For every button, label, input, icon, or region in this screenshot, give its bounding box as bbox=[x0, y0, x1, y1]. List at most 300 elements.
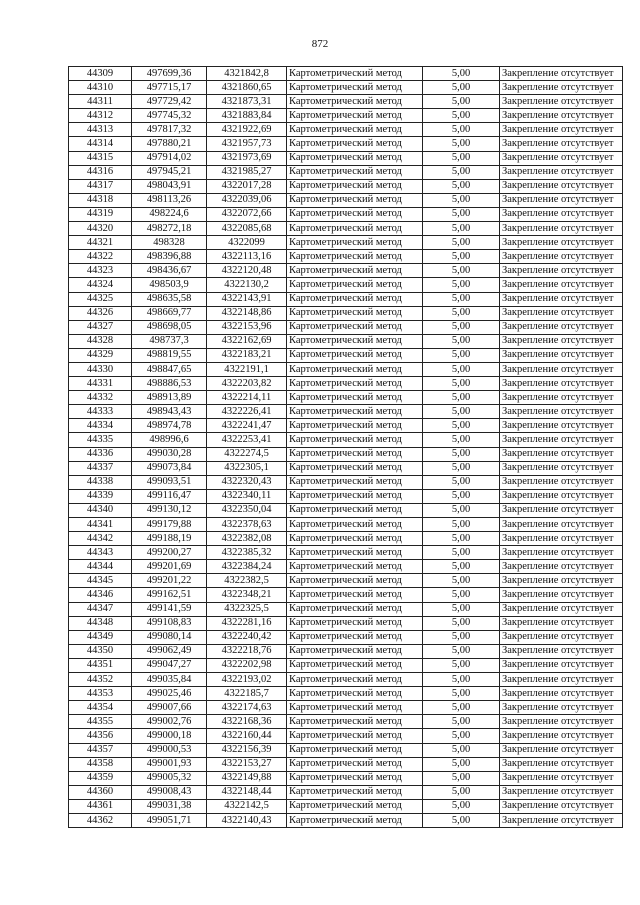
fixation-cell: Закрепление отсутствует bbox=[500, 137, 623, 151]
accuracy-cell: 5,00 bbox=[423, 236, 500, 250]
x-coordinate-cell: 497745,32 bbox=[132, 109, 207, 123]
point-number-cell: 44334 bbox=[69, 419, 132, 433]
y-coordinate-cell: 4321860,65 bbox=[207, 81, 287, 95]
y-coordinate-cell: 4322160,44 bbox=[207, 729, 287, 743]
x-coordinate-cell: 498737,3 bbox=[132, 334, 207, 348]
table-row bbox=[69, 743, 623, 757]
table-row bbox=[69, 532, 623, 546]
table-row bbox=[69, 250, 623, 264]
x-coordinate-cell: 498635,58 bbox=[132, 292, 207, 306]
table-row bbox=[69, 475, 623, 489]
fixation-cell: Закрепление отсутствует bbox=[500, 546, 623, 560]
accuracy-cell: 5,00 bbox=[423, 560, 500, 574]
table-row bbox=[69, 785, 623, 799]
y-coordinate-cell: 4322193,02 bbox=[207, 673, 287, 687]
y-coordinate-cell: 4322143,91 bbox=[207, 292, 287, 306]
method-cell: Картометрический метод bbox=[287, 658, 423, 672]
fixation-cell: Закрепление отсутствует bbox=[500, 503, 623, 517]
x-coordinate-cell: 497817,32 bbox=[132, 123, 207, 137]
fixation-cell: Закрепление отсутствует bbox=[500, 433, 623, 447]
accuracy-cell: 5,00 bbox=[423, 193, 500, 207]
page-number: 872 bbox=[311, 38, 329, 50]
point-number-cell: 44310 bbox=[69, 81, 132, 95]
y-coordinate-cell: 4322340,11 bbox=[207, 489, 287, 503]
fixation-cell: Закрепление отсутствует bbox=[500, 264, 623, 278]
x-coordinate-cell: 498847,65 bbox=[132, 362, 207, 376]
point-number-cell: 44322 bbox=[69, 250, 132, 264]
accuracy-cell: 5,00 bbox=[423, 503, 500, 517]
accuracy-cell: 5,00 bbox=[423, 489, 500, 503]
accuracy-cell: 5,00 bbox=[423, 588, 500, 602]
x-coordinate-cell: 499025,46 bbox=[132, 687, 207, 701]
fixation-cell: Закрепление отсутствует bbox=[500, 574, 623, 588]
fixation-cell: Закрепление отсутствует bbox=[500, 532, 623, 546]
table-row bbox=[69, 518, 623, 532]
accuracy-cell: 5,00 bbox=[423, 278, 500, 292]
method-cell: Картометрический метод bbox=[287, 757, 423, 771]
table-row bbox=[69, 278, 623, 292]
accuracy-cell: 5,00 bbox=[423, 616, 500, 630]
method-cell: Картометрический метод bbox=[287, 518, 423, 532]
x-coordinate-cell: 499001,93 bbox=[132, 757, 207, 771]
method-cell: Картометрический метод bbox=[287, 334, 423, 348]
method-cell: Картометрический метод bbox=[287, 701, 423, 715]
y-coordinate-cell: 4322156,39 bbox=[207, 743, 287, 757]
method-cell: Картометрический метод bbox=[287, 715, 423, 729]
y-coordinate-cell: 4322382,08 bbox=[207, 532, 287, 546]
method-cell: Картометрический метод bbox=[287, 348, 423, 362]
method-cell: Картометрический метод bbox=[287, 630, 423, 644]
method-cell: Картометрический метод bbox=[287, 320, 423, 334]
y-coordinate-cell: 4322214,11 bbox=[207, 391, 287, 405]
method-cell: Картометрический метод bbox=[287, 673, 423, 687]
method-cell: Картометрический метод bbox=[287, 292, 423, 306]
fixation-cell: Закрепление отсутствует bbox=[500, 475, 623, 489]
table-row bbox=[69, 264, 623, 278]
method-cell: Картометрический метод bbox=[287, 574, 423, 588]
point-number-cell: 44316 bbox=[69, 165, 132, 179]
fixation-cell: Закрепление отсутствует bbox=[500, 81, 623, 95]
fixation-cell: Закрепление отсутствует bbox=[500, 419, 623, 433]
y-coordinate-cell: 4322281,16 bbox=[207, 616, 287, 630]
x-coordinate-cell: 498698,05 bbox=[132, 320, 207, 334]
y-coordinate-cell: 4322099 bbox=[207, 236, 287, 250]
x-coordinate-cell: 499047,27 bbox=[132, 658, 207, 672]
accuracy-cell: 5,00 bbox=[423, 67, 500, 81]
table-row bbox=[69, 503, 623, 517]
table-row bbox=[69, 673, 623, 687]
method-cell: Картометрический метод bbox=[287, 771, 423, 785]
method-cell: Картометрический метод bbox=[287, 616, 423, 630]
fixation-cell: Закрепление отсутствует bbox=[500, 292, 623, 306]
method-cell: Картометрический метод bbox=[287, 560, 423, 574]
x-coordinate-cell: 498272,18 bbox=[132, 222, 207, 236]
method-cell: Картометрический метод bbox=[287, 264, 423, 278]
point-number-cell: 44325 bbox=[69, 292, 132, 306]
fixation-cell: Закрепление отсутствует bbox=[500, 306, 623, 320]
point-number-cell: 44320 bbox=[69, 222, 132, 236]
y-coordinate-cell: 4322191,1 bbox=[207, 362, 287, 376]
table-row bbox=[69, 165, 623, 179]
point-number-cell: 44337 bbox=[69, 461, 132, 475]
accuracy-cell: 5,00 bbox=[423, 123, 500, 137]
point-number-cell: 44352 bbox=[69, 673, 132, 687]
accuracy-cell: 5,00 bbox=[423, 658, 500, 672]
accuracy-cell: 5,00 bbox=[423, 334, 500, 348]
y-coordinate-cell: 4321973,69 bbox=[207, 151, 287, 165]
y-coordinate-cell: 4322384,24 bbox=[207, 560, 287, 574]
x-coordinate-cell: 499179,88 bbox=[132, 518, 207, 532]
fixation-cell: Закрепление отсутствует bbox=[500, 348, 623, 362]
accuracy-cell: 5,00 bbox=[423, 574, 500, 588]
table-row bbox=[69, 813, 623, 827]
fixation-cell: Закрепление отсутствует bbox=[500, 405, 623, 419]
method-cell: Картометрический метод bbox=[287, 687, 423, 701]
table-row bbox=[69, 546, 623, 560]
accuracy-cell: 5,00 bbox=[423, 320, 500, 334]
accuracy-cell: 5,00 bbox=[423, 405, 500, 419]
table-row bbox=[69, 630, 623, 644]
coordinates-table-body bbox=[69, 67, 623, 828]
x-coordinate-cell: 498503,9 bbox=[132, 278, 207, 292]
point-number-cell: 44356 bbox=[69, 729, 132, 743]
accuracy-cell: 5,00 bbox=[423, 518, 500, 532]
table-row bbox=[69, 193, 623, 207]
accuracy-cell: 5,00 bbox=[423, 461, 500, 475]
accuracy-cell: 5,00 bbox=[423, 630, 500, 644]
accuracy-cell: 5,00 bbox=[423, 207, 500, 221]
fixation-cell: Закрепление отсутствует bbox=[500, 391, 623, 405]
table-row bbox=[69, 109, 623, 123]
point-number-cell: 44347 bbox=[69, 602, 132, 616]
fixation-cell: Закрепление отсутствует bbox=[500, 461, 623, 475]
x-coordinate-cell: 499200,27 bbox=[132, 546, 207, 560]
point-number-cell: 44353 bbox=[69, 687, 132, 701]
method-cell: Картометрический метод bbox=[287, 109, 423, 123]
accuracy-cell: 5,00 bbox=[423, 673, 500, 687]
x-coordinate-cell: 499062,49 bbox=[132, 644, 207, 658]
fixation-cell: Закрепление отсутствует bbox=[500, 560, 623, 574]
fixation-cell: Закрепление отсутствует bbox=[500, 95, 623, 109]
fixation-cell: Закрепление отсутствует bbox=[500, 799, 623, 813]
method-cell: Картометрический метод bbox=[287, 419, 423, 433]
table-row bbox=[69, 306, 623, 320]
x-coordinate-cell: 499116,47 bbox=[132, 489, 207, 503]
fixation-cell: Закрепление отсутствует bbox=[500, 729, 623, 743]
table-row bbox=[69, 419, 623, 433]
point-number-cell: 44330 bbox=[69, 362, 132, 376]
point-number-cell: 44358 bbox=[69, 757, 132, 771]
point-number-cell: 44315 bbox=[69, 151, 132, 165]
y-coordinate-cell: 4322153,96 bbox=[207, 320, 287, 334]
accuracy-cell: 5,00 bbox=[423, 532, 500, 546]
x-coordinate-cell: 499093,51 bbox=[132, 475, 207, 489]
y-coordinate-cell: 4322039,06 bbox=[207, 193, 287, 207]
point-number-cell: 44354 bbox=[69, 701, 132, 715]
point-number-cell: 44339 bbox=[69, 489, 132, 503]
table-row bbox=[69, 81, 623, 95]
accuracy-cell: 5,00 bbox=[423, 546, 500, 560]
y-coordinate-cell: 4322162,69 bbox=[207, 334, 287, 348]
x-coordinate-cell: 499005,32 bbox=[132, 771, 207, 785]
accuracy-cell: 5,00 bbox=[423, 715, 500, 729]
y-coordinate-cell: 4322253,41 bbox=[207, 433, 287, 447]
y-coordinate-cell: 4322185,7 bbox=[207, 687, 287, 701]
y-coordinate-cell: 4322350,04 bbox=[207, 503, 287, 517]
accuracy-cell: 5,00 bbox=[423, 391, 500, 405]
accuracy-cell: 5,00 bbox=[423, 377, 500, 391]
table-row bbox=[69, 391, 623, 405]
y-coordinate-cell: 4322378,63 bbox=[207, 518, 287, 532]
accuracy-cell: 5,00 bbox=[423, 222, 500, 236]
x-coordinate-cell: 498819,55 bbox=[132, 348, 207, 362]
table-row bbox=[69, 602, 623, 616]
fixation-cell: Закрепление отсутствует bbox=[500, 362, 623, 376]
x-coordinate-cell: 499188,19 bbox=[132, 532, 207, 546]
y-coordinate-cell: 4322320,43 bbox=[207, 475, 287, 489]
point-number-cell: 44343 bbox=[69, 546, 132, 560]
table-row bbox=[69, 137, 623, 151]
accuracy-cell: 5,00 bbox=[423, 475, 500, 489]
y-coordinate-cell: 4322174,63 bbox=[207, 701, 287, 715]
x-coordinate-cell: 499141,59 bbox=[132, 602, 207, 616]
y-coordinate-cell: 4322153,27 bbox=[207, 757, 287, 771]
method-cell: Картометрический метод bbox=[287, 165, 423, 179]
y-coordinate-cell: 4322241,47 bbox=[207, 419, 287, 433]
point-number-cell: 44323 bbox=[69, 264, 132, 278]
y-coordinate-cell: 4321873,31 bbox=[207, 95, 287, 109]
fixation-cell: Закрепление отсутствует bbox=[500, 701, 623, 715]
method-cell: Картометрический метод bbox=[287, 179, 423, 193]
y-coordinate-cell: 4322072,66 bbox=[207, 207, 287, 221]
y-coordinate-cell: 4322120,48 bbox=[207, 264, 287, 278]
method-cell: Картометрический метод bbox=[287, 503, 423, 517]
table-row bbox=[69, 729, 623, 743]
x-coordinate-cell: 498113,26 bbox=[132, 193, 207, 207]
x-coordinate-cell: 498996,6 bbox=[132, 433, 207, 447]
method-cell: Картометрический метод bbox=[287, 813, 423, 827]
method-cell: Картометрический метод bbox=[287, 95, 423, 109]
point-number-cell: 44336 bbox=[69, 447, 132, 461]
x-coordinate-cell: 497699,36 bbox=[132, 67, 207, 81]
table-row bbox=[69, 236, 623, 250]
fixation-cell: Закрепление отсутствует bbox=[500, 602, 623, 616]
x-coordinate-cell: 499201,22 bbox=[132, 574, 207, 588]
fixation-cell: Закрепление отсутствует bbox=[500, 334, 623, 348]
accuracy-cell: 5,00 bbox=[423, 799, 500, 813]
method-cell: Картометрический метод bbox=[287, 391, 423, 405]
fixation-cell: Закрепление отсутствует bbox=[500, 447, 623, 461]
method-cell: Картометрический метод bbox=[287, 236, 423, 250]
x-coordinate-cell: 499201,69 bbox=[132, 560, 207, 574]
y-coordinate-cell: 4322240,42 bbox=[207, 630, 287, 644]
x-coordinate-cell: 497880,21 bbox=[132, 137, 207, 151]
method-cell: Картометрический метод bbox=[287, 588, 423, 602]
fixation-cell: Закрепление отсутствует bbox=[500, 743, 623, 757]
y-coordinate-cell: 4322202,98 bbox=[207, 658, 287, 672]
x-coordinate-cell: 499108,83 bbox=[132, 616, 207, 630]
y-coordinate-cell: 4322203,82 bbox=[207, 377, 287, 391]
fixation-cell: Закрепление отсутствует bbox=[500, 193, 623, 207]
x-coordinate-cell: 497729,42 bbox=[132, 95, 207, 109]
x-coordinate-cell: 499000,18 bbox=[132, 729, 207, 743]
fixation-cell: Закрепление отсутствует bbox=[500, 320, 623, 334]
fixation-cell: Закрепление отсутствует bbox=[500, 250, 623, 264]
method-cell: Картометрический метод bbox=[287, 475, 423, 489]
table-row bbox=[69, 292, 623, 306]
accuracy-cell: 5,00 bbox=[423, 785, 500, 799]
point-number-cell: 44314 bbox=[69, 137, 132, 151]
x-coordinate-cell: 499130,12 bbox=[132, 503, 207, 517]
table-row bbox=[69, 222, 623, 236]
y-coordinate-cell: 4322183,21 bbox=[207, 348, 287, 362]
method-cell: Картометрический метод bbox=[287, 743, 423, 757]
method-cell: Картометрический метод bbox=[287, 306, 423, 320]
y-coordinate-cell: 4322325,5 bbox=[207, 602, 287, 616]
x-coordinate-cell: 498913,89 bbox=[132, 391, 207, 405]
y-coordinate-cell: 4321883,84 bbox=[207, 109, 287, 123]
accuracy-cell: 5,00 bbox=[423, 602, 500, 616]
method-cell: Картометрический метод bbox=[287, 81, 423, 95]
accuracy-cell: 5,00 bbox=[423, 362, 500, 376]
table-row bbox=[69, 362, 623, 376]
method-cell: Картометрический метод bbox=[287, 193, 423, 207]
point-number-cell: 44313 bbox=[69, 123, 132, 137]
accuracy-cell: 5,00 bbox=[423, 250, 500, 264]
table-row bbox=[69, 151, 623, 165]
method-cell: Картометрический метод bbox=[287, 729, 423, 743]
table-row bbox=[69, 405, 623, 419]
point-number-cell: 44346 bbox=[69, 588, 132, 602]
method-cell: Картометрический метод bbox=[287, 461, 423, 475]
point-number-cell: 44333 bbox=[69, 405, 132, 419]
fixation-cell: Закрепление отсутствует bbox=[500, 377, 623, 391]
point-number-cell: 44348 bbox=[69, 616, 132, 630]
y-coordinate-cell: 4321842,8 bbox=[207, 67, 287, 81]
fixation-cell: Закрепление отсутствует bbox=[500, 179, 623, 193]
point-number-cell: 44360 bbox=[69, 785, 132, 799]
y-coordinate-cell: 4322149,88 bbox=[207, 771, 287, 785]
table-row bbox=[69, 715, 623, 729]
x-coordinate-cell: 498943,43 bbox=[132, 405, 207, 419]
method-cell: Картометрический метод bbox=[287, 362, 423, 376]
table-row bbox=[69, 334, 623, 348]
x-coordinate-cell: 499035,84 bbox=[132, 673, 207, 687]
fixation-cell: Закрепление отсутствует bbox=[500, 715, 623, 729]
coordinates-table bbox=[68, 66, 623, 828]
method-cell: Картометрический метод bbox=[287, 278, 423, 292]
point-number-cell: 44309 bbox=[69, 67, 132, 81]
method-cell: Картометрический метод bbox=[287, 123, 423, 137]
fixation-cell: Закрепление отсутствует bbox=[500, 207, 623, 221]
point-number-cell: 44329 bbox=[69, 348, 132, 362]
y-coordinate-cell: 4321957,73 bbox=[207, 137, 287, 151]
point-number-cell: 44340 bbox=[69, 503, 132, 517]
accuracy-cell: 5,00 bbox=[423, 137, 500, 151]
point-number-cell: 44326 bbox=[69, 306, 132, 320]
fixation-cell: Закрепление отсутствует bbox=[500, 673, 623, 687]
accuracy-cell: 5,00 bbox=[423, 729, 500, 743]
method-cell: Картометрический метод bbox=[287, 489, 423, 503]
y-coordinate-cell: 4322017,28 bbox=[207, 179, 287, 193]
point-number-cell: 44335 bbox=[69, 433, 132, 447]
point-number-cell: 44341 bbox=[69, 518, 132, 532]
table-row bbox=[69, 574, 623, 588]
x-coordinate-cell: 497945,21 bbox=[132, 165, 207, 179]
x-coordinate-cell: 497914,02 bbox=[132, 151, 207, 165]
method-cell: Картометрический метод bbox=[287, 799, 423, 813]
fixation-cell: Закрепление отсутствует bbox=[500, 489, 623, 503]
y-coordinate-cell: 4322226,41 bbox=[207, 405, 287, 419]
accuracy-cell: 5,00 bbox=[423, 81, 500, 95]
accuracy-cell: 5,00 bbox=[423, 95, 500, 109]
x-coordinate-cell: 499007,66 bbox=[132, 701, 207, 715]
fixation-cell: Закрепление отсутствует bbox=[500, 644, 623, 658]
y-coordinate-cell: 4322348,21 bbox=[207, 588, 287, 602]
x-coordinate-cell: 499031,38 bbox=[132, 799, 207, 813]
x-coordinate-cell: 499008,43 bbox=[132, 785, 207, 799]
fixation-cell: Закрепление отсутствует bbox=[500, 771, 623, 785]
x-coordinate-cell: 499002,76 bbox=[132, 715, 207, 729]
method-cell: Картометрический метод bbox=[287, 67, 423, 81]
table-row bbox=[69, 799, 623, 813]
table-row bbox=[69, 447, 623, 461]
fixation-cell: Закрепление отсутствует bbox=[500, 109, 623, 123]
method-cell: Картометрический метод bbox=[287, 433, 423, 447]
x-coordinate-cell: 499000,53 bbox=[132, 743, 207, 757]
point-number-cell: 44317 bbox=[69, 179, 132, 193]
fixation-cell: Закрепление отсутствует bbox=[500, 588, 623, 602]
point-number-cell: 44351 bbox=[69, 658, 132, 672]
y-coordinate-cell: 4322148,86 bbox=[207, 306, 287, 320]
table-row bbox=[69, 771, 623, 785]
point-number-cell: 44342 bbox=[69, 532, 132, 546]
x-coordinate-cell: 497715,17 bbox=[132, 81, 207, 95]
method-cell: Картометрический метод bbox=[287, 532, 423, 546]
x-coordinate-cell: 498886,53 bbox=[132, 377, 207, 391]
method-cell: Картометрический метод bbox=[287, 137, 423, 151]
point-number-cell: 44328 bbox=[69, 334, 132, 348]
point-number-cell: 44321 bbox=[69, 236, 132, 250]
x-coordinate-cell: 499051,71 bbox=[132, 813, 207, 827]
y-coordinate-cell: 4322148,44 bbox=[207, 785, 287, 799]
accuracy-cell: 5,00 bbox=[423, 348, 500, 362]
point-number-cell: 44311 bbox=[69, 95, 132, 109]
table-row bbox=[69, 687, 623, 701]
point-number-cell: 44338 bbox=[69, 475, 132, 489]
fixation-cell: Закрепление отсутствует bbox=[500, 658, 623, 672]
table-row bbox=[69, 95, 623, 109]
accuracy-cell: 5,00 bbox=[423, 179, 500, 193]
accuracy-cell: 5,00 bbox=[423, 151, 500, 165]
fixation-cell: Закрепление отсутствует bbox=[500, 687, 623, 701]
x-coordinate-cell: 498396,88 bbox=[132, 250, 207, 264]
y-coordinate-cell: 4322168,36 bbox=[207, 715, 287, 729]
y-coordinate-cell: 4322382,5 bbox=[207, 574, 287, 588]
point-number-cell: 44331 bbox=[69, 377, 132, 391]
fixation-cell: Закрепление отсутствует bbox=[500, 813, 623, 827]
y-coordinate-cell: 4322274,5 bbox=[207, 447, 287, 461]
point-number-cell: 44324 bbox=[69, 278, 132, 292]
table-row bbox=[69, 757, 623, 771]
table-row bbox=[69, 207, 623, 221]
fixation-cell: Закрепление отсутствует bbox=[500, 278, 623, 292]
accuracy-cell: 5,00 bbox=[423, 757, 500, 771]
point-number-cell: 44355 bbox=[69, 715, 132, 729]
table-row bbox=[69, 588, 623, 602]
y-coordinate-cell: 4322113,16 bbox=[207, 250, 287, 264]
table-row bbox=[69, 348, 623, 362]
